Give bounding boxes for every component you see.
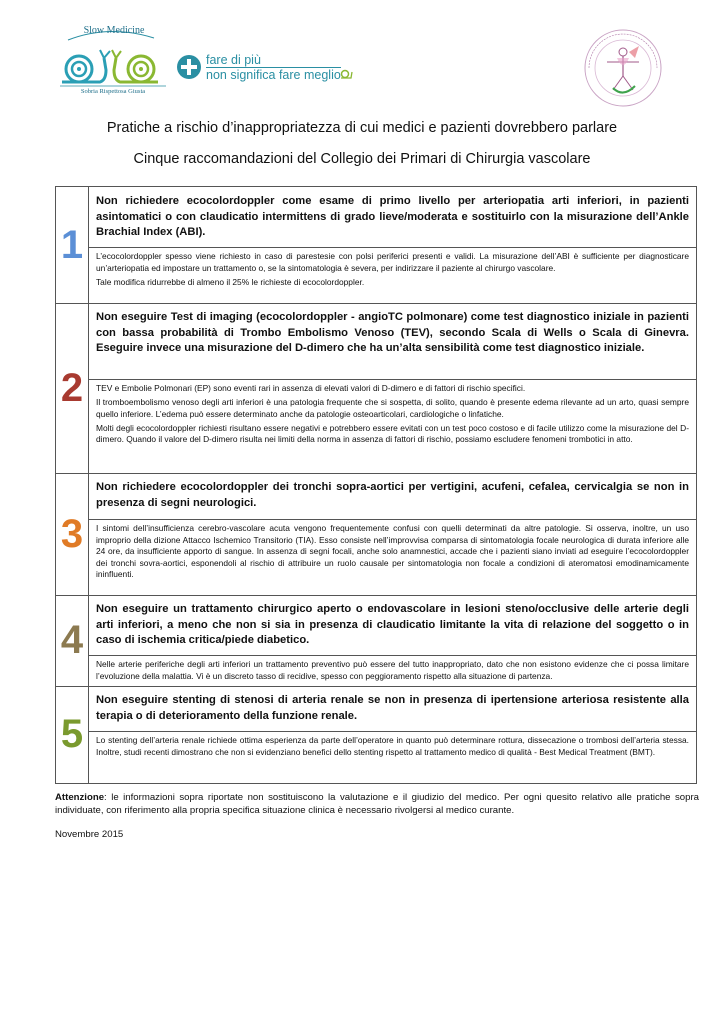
recommendation-description bbox=[89, 379, 696, 473]
description-paragraph: Tale modifica ridurrebbe di almeno il 25% le richieste di ecocolordoppler. bbox=[96, 276, 365, 287]
description-paragraph: Molti degli ecocolordoppler richiesti risultano essere negativi e potrebbero essere evitati con un test poco costoso e di facile utilizzo come la misurazione del D-dimero. Quando il valore del D-dimero risulta nei limiti della norma in assenza di fattori di rischio, possiamo escludere fenomeni trombotici in atto. bbox=[96, 422, 689, 445]
recommendation-title: Non richiedere ecocolordoppler dei tronchi sopra-aortici per vertigini, acufeni, cefalea, cervicalgia se non in presenza di segni neurologici. bbox=[96, 481, 689, 509]
recommendation-1 bbox=[56, 187, 696, 304]
recommendation-description bbox=[89, 247, 696, 303]
recommendation-2 bbox=[56, 303, 696, 474]
recommendation-number: 5 bbox=[56, 686, 89, 783]
page-subtitle: Cinque raccomandazioni del Collegio dei Primari di Chirurgia vascolare bbox=[133, 151, 591, 167]
recommendation-4 bbox=[56, 595, 696, 687]
recommendation-title: Non eseguire Test di imaging (ecocolordoppler - angioTC polmonare) come test diagnostico iniziale in pazienti con bassa probabilità di Trombo Embolismo Venoso (TEV), secondo Scala di Wells o Scala di Ginevra. Eseguire invece una misurazione del D-dimero che ha un’alta sensibilità come test diagnostico iniziale. bbox=[96, 311, 689, 354]
college-seal-logo bbox=[583, 28, 663, 108]
description-paragraph: I sintomi dell’insufficienza cerebro-vascolare acuta vengono frequentemente confusi con quelli determinati da altre patologie. Si osserva, inoltre, un uso improprio della dizione Attacco Ischemico Transitorio (TIA). Esso consiste nell’improvvisa comparsa di sintomatologia focale neurologica di durata inferiore alle 24 ore, da insufficiente apporto di sangue. In assenza di segni focali, anche solo anamnestici, accade che i pazienti siano inviati ad eseguire l’ecocolordoppler dei tronchi sovra-aortici, esponendoli al rischio di attribuire un ruolo causale per sintomatologia non focale a condizioni di ateromatosi emodinamicamente ininfluenti. bbox=[96, 523, 689, 580]
description-paragraph: Nelle arterie periferiche degli arti inferiori un trattamento preventivo può essere del tutto inappropriato, dato che non esistono evidenze che ci possa limitare l’evoluzione della malattia. Vi è un discreto tasso di recidive, spesso con peggioramento rispetto alla situazione di partenza. bbox=[96, 659, 689, 681]
fare-di-piu-logo bbox=[176, 52, 356, 84]
recommendation-title: Non richiedere ecocolordoppler come esame di primo livello per arteriopatia arti inferiori, in pazienti asintomatici o con claudicatio intermittens di grado lieve/moderata e sostituirlo con la misurazione dell’Ankle Brachial Index (ABI). bbox=[96, 195, 689, 238]
recommendation-5 bbox=[56, 686, 696, 783]
logo-line-2: non significa fare meglio bbox=[206, 68, 341, 82]
description-paragraph: Il tromboembolismo venoso degli arti inferiori è una patologia frequente che si sospetta, di solito, quando è presente edema rilevante ad un arto, quasi sempre quello inferiore. L’edema può essere determinato anche da patologie osteoarticolari, cardiologiche o linfatiche. bbox=[96, 397, 689, 419]
description-paragraph: Lo stenting dell’arteria renale richiede ottima esperienza da parte dell’operatore in quanto può determinare rottura, dissecazione o trombosi dell’arteria stessa. Inoltre, studi recenti dimostrano che non si evidenziano benefici dello stenting rispetto al trattamento medico di qualità - Best Medical Treatment (BMT). bbox=[96, 735, 689, 757]
recommendation-number: 2 bbox=[56, 303, 89, 473]
recommendation-description bbox=[89, 655, 696, 686]
disclaimer-text: : le informazioni sopra riportate non sostituiscono la valutazione e il giudizio del medico. Per ogni quesito relativo alle pratiche sopra individuate, con riferimento alla propria specifica situazione clinica è necessario rivolgersi al medico curante. bbox=[55, 792, 699, 816]
recommendation-3 bbox=[56, 473, 696, 596]
recommendation-title: Non eseguire un trattamento chirurgico aperto o endovascolare in lesioni steno/occlusive delle arterie degli arti inferiori, a meno che non si sia in presenza di claudicatio limitante la vita di relazione del soggetto o in caso di ischemia critica/piede diabetico. bbox=[96, 603, 689, 646]
recommendation-description bbox=[89, 731, 696, 783]
recommendations-table bbox=[55, 186, 697, 784]
logo-title: Slow Medicine bbox=[83, 25, 145, 36]
description-paragraph: L’ecocolordoppler spesso viene richiesto in caso di parestesie con polsi periferici presenti e validi. La misurazione dell’ABI è sufficiente per diagnosticare un’arteriopatia ed impostare un trattamento o, se la sintomatologia è severa, per indirizzare il paziente al chirurgo vascolare. bbox=[96, 251, 689, 273]
page-title: Pratiche a rischio d’inappropriatezza di cui medici e pazienti dovrebbero parlare bbox=[106, 120, 618, 136]
publication-date: Novembre 2015 bbox=[55, 829, 124, 840]
disclaimer bbox=[55, 791, 699, 817]
small-snail-icon bbox=[340, 69, 354, 79]
description-paragraph: TEV e Embolie Polmonari (EP) sono eventi rari in assenza di elevati valori di D-dimero e di fattori di rischio specifici. bbox=[96, 383, 526, 393]
recommendation-number: 4 bbox=[56, 595, 89, 686]
recommendation-number: 1 bbox=[56, 187, 89, 303]
plus-icon bbox=[176, 54, 202, 80]
recommendation-title: Non eseguire stenting di stenosi di arteria renale se non in presenza di ipertensione arteriosa resistente alla terapia o di deterioramento della funzione renale. bbox=[96, 694, 689, 722]
disclaimer-label: Attenzione bbox=[55, 792, 105, 803]
recommendation-description bbox=[89, 519, 696, 595]
recommendation-number: 3 bbox=[56, 473, 89, 595]
logo-line-1: fare di più bbox=[206, 53, 261, 67]
slow-medicine-logo bbox=[54, 22, 172, 102]
logo-tagline: Sobria Rispettosa Giusta bbox=[80, 88, 146, 95]
